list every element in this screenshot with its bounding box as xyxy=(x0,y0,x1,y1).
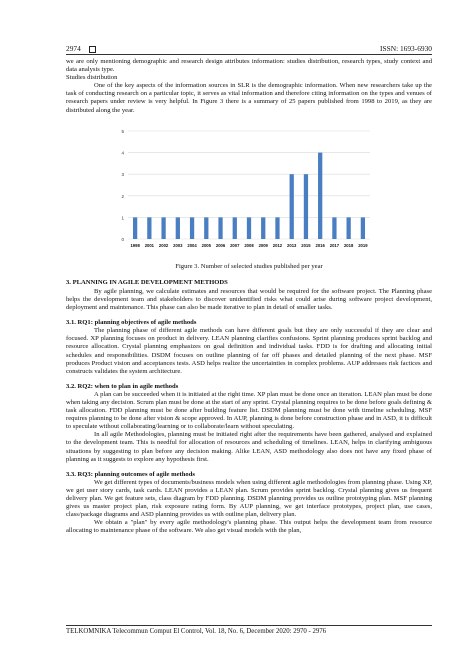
y-tick-label: 1 xyxy=(121,215,124,221)
x-tick-label: 2007 xyxy=(230,242,240,248)
bar xyxy=(218,217,222,239)
bar xyxy=(176,217,180,239)
studies-distribution-heading: Studies distribution xyxy=(66,74,118,82)
x-tick-label: 2015 xyxy=(301,242,311,248)
bar xyxy=(304,174,308,239)
y-tick-label: 5 xyxy=(121,128,124,134)
x-tick-label: 2009 xyxy=(258,242,268,248)
bar xyxy=(261,217,265,239)
rq3-paragraph-2: We obtain a "plan" by every agile methodology's planning phase. This output helps the development team from resource allocating to maintenance phase of the software. We also get visual models with the plan, xyxy=(66,519,432,535)
y-tick-label: 0 xyxy=(121,236,124,242)
x-tick-label: 2004 xyxy=(187,242,197,248)
footer-rule xyxy=(66,625,432,626)
bar xyxy=(247,217,251,239)
section-3-heading: 3. PLANNING IN AGILE DEVELOPMENT METHODS xyxy=(66,278,228,286)
header-rule xyxy=(66,54,432,55)
section-3-paragraph: By agile planning, we calculate estimates and resources that would be required for the software project. The Planning phase helps the development team and stakeholders to discover unidentified risks what could arise during software project development, deployment and maintenance. This phase can also be made iterative to plan in detail of smaller tasks. xyxy=(66,287,432,312)
x-tick-label: 2016 xyxy=(315,242,325,248)
x-tick-label: 2002 xyxy=(158,242,169,248)
x-tick-label: 2006 xyxy=(215,242,226,248)
rq1-paragraph: The planning phase of different agile methods can have different goals but they are only successful if they are clear and focused. XP planning focuses on product in delivery. LEAN planning clarifies confusions. Sprint planning produces sprint backlog and resource allocation. Crystal planning emphasizes on goal definition and individual tasks. FDD is for drafting and allocating initial schedules and responsibilities. DSDM focuses on outline planning of far off phases and detailed planning of the next phase. MSF produces Product vision and acceptances tests. ASD helps realize the uncertainties in complex problems. AUP addresses risk factices and constructs validates the system architecture. xyxy=(66,327,432,375)
bar-chart xyxy=(116,121,378,261)
y-tick-label: 3 xyxy=(121,171,124,177)
x-tick-label: 2001 xyxy=(144,242,155,248)
bar xyxy=(233,217,237,239)
x-tick-label: 2019 xyxy=(358,242,368,248)
bar xyxy=(275,217,279,239)
figure-caption: Figure 3. Number of selected studies published per year xyxy=(175,262,323,270)
intro-line: we are only mentioning demographic and research design attributes information: studies distribution, research types, study context and data analysis type. xyxy=(66,58,432,74)
issn: ISSN: 1693-6930 xyxy=(380,44,432,53)
bar xyxy=(361,217,365,239)
rq1-heading: 3.1. RQ1: planning objectives of agile methods xyxy=(66,319,197,327)
y-tick-label: 2 xyxy=(121,193,124,199)
page-number: 2974 xyxy=(66,44,96,53)
bar xyxy=(133,217,137,239)
x-tick-label: 2008 xyxy=(244,242,254,248)
x-tick-label: 1998 xyxy=(130,242,140,248)
studies-distribution-paragraph: One of the key aspects of the information sources in SLR is the demographic information. When new researchers take up the task of conducting research on a particular topic, it serves as vital information and therefore citing information on the types and venues of research papers under review is very helpful. In Figure 3 there is a summary of 25 papers published from 1998 to 2019, as they are distributed along the year. xyxy=(66,82,432,114)
bar xyxy=(347,217,351,239)
x-tick-label: 2012 xyxy=(272,242,283,248)
rq3-paragraph-1: We get different types of documents/business models when using different agile methodologies from planning phase. Using XP, we get user story cards, task cards. LEAN provides a LEAN plan. Scrum provides sprint backlog. Crystal planning gives us frequent delivery plan. We get feature sets, class diagram by FDD planning. DSDM planning provides us outline prototyping plan. MSF planning gives us master project plan, risk exposure rating form. By AUP planning, we get interface prototypes, project plan, use cases, class/package diagrams and ASD planning provides us with outline plan, delivery plan. xyxy=(66,478,432,519)
rq2-heading: 3.2. RQ2: when to plan in agile methods xyxy=(66,382,179,390)
x-tick-label: 2013 xyxy=(287,242,297,248)
x-tick-label: 2003 xyxy=(173,242,183,248)
rq3-heading: 3.3. RQ3: planning outcomes of agile methods xyxy=(66,470,195,478)
rq2-paragraph-2: In all agile Methodologies, planning must be initiated right after the requirements have been gathered, analysed and explained to the development team. This is needful for allocation of resources and scheduling of timelines. LEAN, helps in clarifying ambiguous situations by suggesting to plan before any decision making. Alike LEAN, ASD methodology also does not have any fixed phase of planning as it suggests to explore any hypothesis first. xyxy=(66,431,432,463)
bar xyxy=(147,217,151,239)
x-tick-label: 2017 xyxy=(329,242,340,248)
x-tick-label: 2005 xyxy=(201,242,211,248)
x-tick-label: 2018 xyxy=(343,242,354,248)
bar xyxy=(318,152,322,238)
figure-3 xyxy=(66,121,432,261)
body-text xyxy=(66,58,432,535)
bar xyxy=(290,174,294,239)
bar xyxy=(204,217,208,239)
bar xyxy=(332,217,336,239)
running-footer: TELKOMNIKA Telecommun Comput El Control, Vol. 18, No. 6, December 2020: 2970 - 2976 xyxy=(66,628,327,635)
bar xyxy=(161,217,165,239)
bar xyxy=(190,217,194,239)
rq2-paragraph-1: A plan can be succeeded when it is initiated at the right time. XP plan must be done once an iteration. LEAN plan must be done when taking any decision. Scrum plan must be done at the start of any sprint. Crystal planning requires to be done before goals defining & task allocation. FDD planning must be done after building feature list. DSDM planning must be done with timeline scheduling. MSF requires planning to be done after vision & scope approved. In AUP, planning is done before construction phase and in ASD, it is difficult to speculate without collaborating/learning or to collaborate/learn without speculating. xyxy=(66,390,432,431)
y-tick-label: 4 xyxy=(121,150,124,156)
square-glyph-icon xyxy=(89,46,96,53)
